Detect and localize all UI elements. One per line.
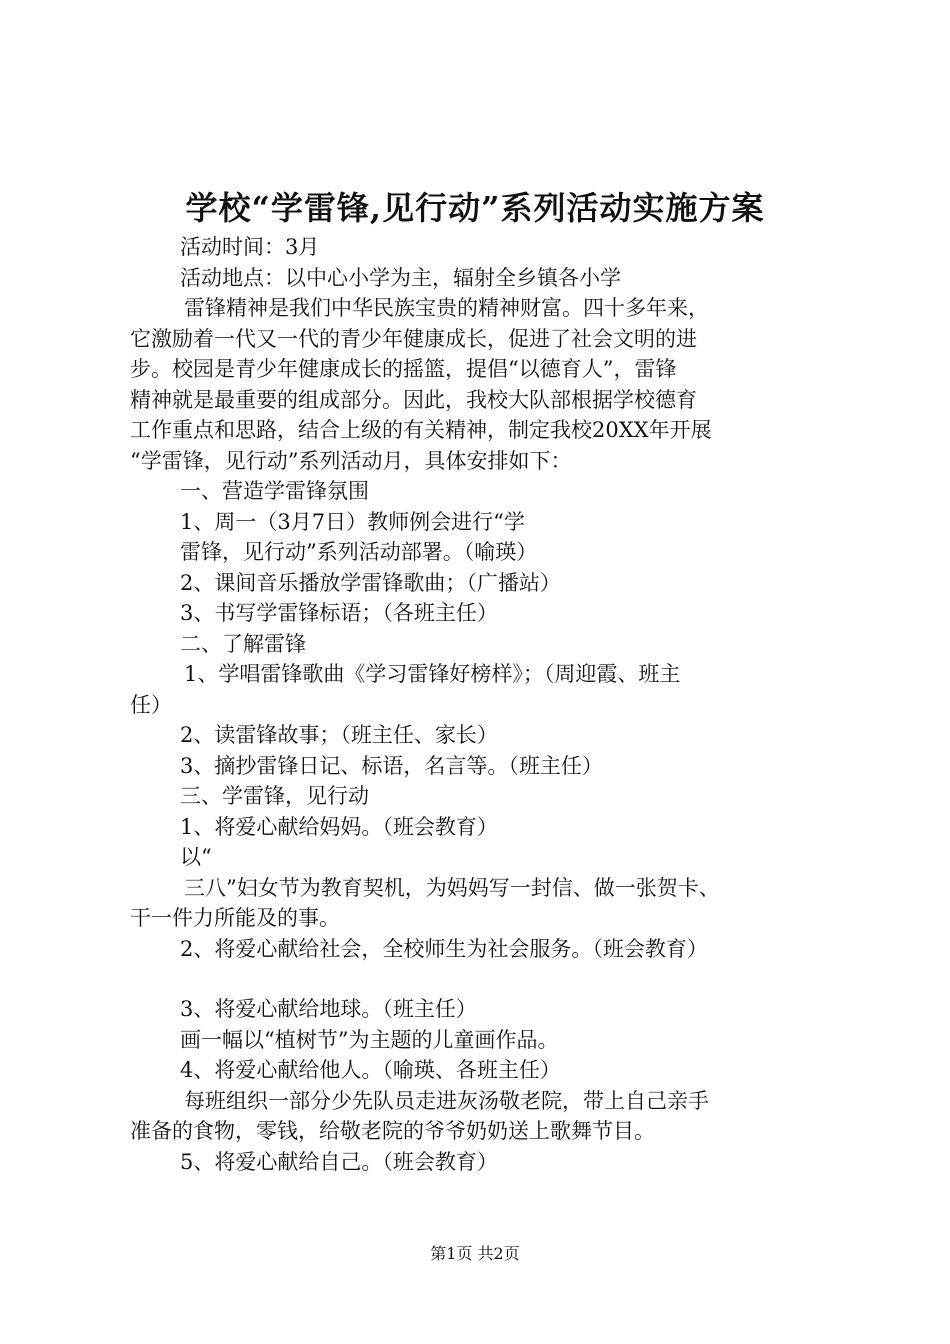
list-item: 2、读雷锋故事；（班主任、家长） (180, 723, 498, 747)
list-item: 任） (130, 692, 172, 717)
blank-line (130, 964, 830, 994)
list-item: 4、将爱心献给他人。（喻瑛、各班主任） (180, 1058, 561, 1082)
document-title: 学校“学雷锋,见行动”系列活动实施方案 (185, 189, 765, 227)
paragraph-line: 精神就是最重要的组成部分。因此，我校大队部根据学校德育 (130, 387, 697, 412)
activity-place-line: 活动地点：以中心小学为主，辐射全乡镇各小学 (180, 265, 621, 290)
paragraph-line: 准备的食物，零钱，给敬老院的爷爷奶奶送上歌舞节目。 (130, 1119, 655, 1143)
paragraph-line: 画一幅以“植树节”为主题的儿童画作品。 (180, 1027, 559, 1052)
list-item: 3、摘抄雷锋日记、标语，名言等。（班主任） (180, 753, 603, 778)
list-item: 1、将爱心献给妈妈。（班会教育） (180, 814, 498, 839)
paragraph-line: 步。校园是青少年健康成长的摇篮，提倡“以德育人”，雷锋 (130, 357, 677, 381)
paragraph-line: 工作重点和思路，结合上级的有关精神，制定我校20XX年开展 (130, 418, 712, 442)
paragraph-line: 雷锋精神是我们中华民族宝贵的精神财富。四十多年来， (184, 296, 709, 320)
document-body (130, 232, 830, 1177)
list-item: 5、将爱心献给自己。（班会教育） (180, 1149, 498, 1174)
paragraph-line: 以“ (180, 845, 212, 869)
section-heading: 一、营造学雷锋氛围 (180, 479, 369, 503)
section-heading: 三、学雷锋，见行动 (180, 784, 369, 808)
list-item: 1、学唱雷锋歌曲《学习雷锋好榜样》；（周迎霞、班主 (184, 662, 681, 686)
paragraph-line: 它激励着一代又一代的青少年健康成长，促进了社会文明的进 (130, 326, 697, 351)
paragraph-line: 干一件力所能及的事。 (130, 906, 340, 930)
list-item: 雷锋，见行动”系列活动部署。（喻瑛） (180, 540, 538, 564)
paragraph-line: 每班组织一部分少先队员走进灰汤敬老院，带上自己亲手 (184, 1088, 709, 1113)
section-heading: 二、了解雷锋 (180, 631, 306, 656)
paragraph-line: 三八”妇女节为教育契机，为妈妈写一封信、做一张贺卡、 (184, 875, 720, 900)
list-item: 1、周一（3月7日）教师例会进行“学 (180, 509, 525, 534)
activity-time-line: 活动时间：3月 (180, 235, 320, 259)
list-item: 2、课间音乐播放学雷锋歌曲；（广播站） (180, 570, 561, 595)
page-footer: 第1页 共2页 (430, 1244, 520, 1263)
list-item: 3、书写学雷锋标语；（各班主任） (180, 601, 498, 625)
list-item: 2、将爱心献给社会，全校师生为社会服务。（班会教育） (180, 936, 708, 961)
paragraph-line: “学雷锋，见行动”系列活动月，具体安排如下： (130, 448, 572, 473)
list-item: 3、将爱心献给地球。（班主任） (180, 997, 477, 1021)
